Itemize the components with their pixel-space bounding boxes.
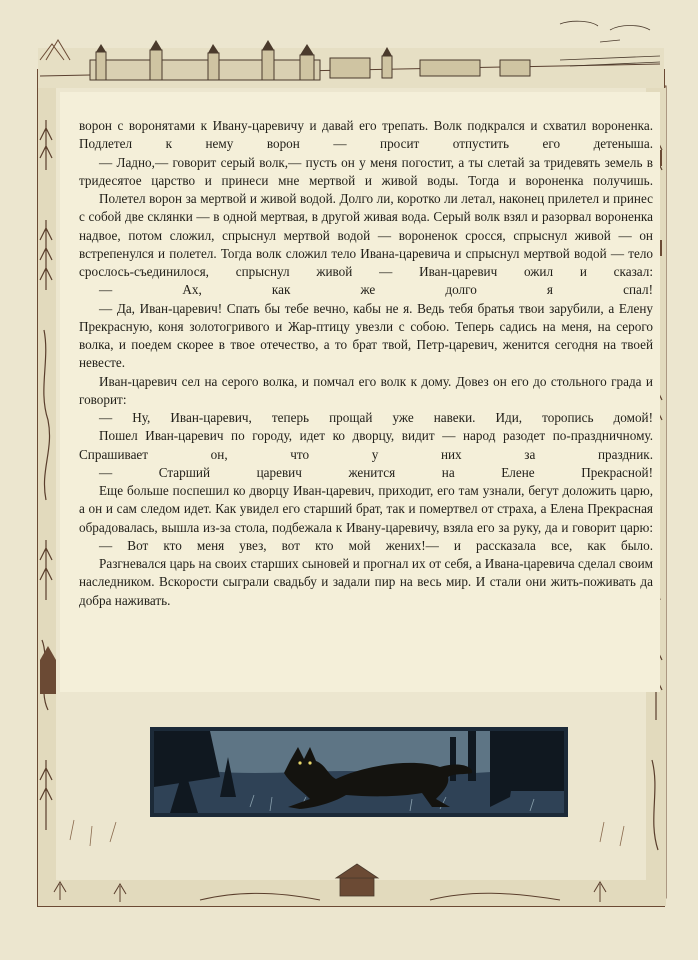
story-paragraph: Пошел Иван-царевич по городу, идет ко дворцу, видит — народ разодет по-праздничному. Спрашивает он, что у них за праздник. xyxy=(79,428,653,462)
story-paragraph: — Ну, Иван-царевич, теперь прощай уже навеки. Иди, торопись домой! xyxy=(99,410,653,425)
story-paragraph: Еще больше поспешил ко дворцу Иван-царевич, приходит, его там узнали, бегут доложить царю, а он и сам следом идет. Как увидел его старший брат, так и помертвел от страха, а Елена Прекрасная обрадовалась, вышла из-за стола, подбежала к Ивану-царевичу, взяла его за руку, да и говорит царю: xyxy=(79,483,653,535)
story-paragraph: — Ладно,— говорит серый волк,— пусть он у меня погостит, а ты слетай за тридевять земель в тридесятое царство и принеси мне мертвой и живой воды. Тогда и вороненка получишь. xyxy=(79,154,653,188)
bottom-border-landscape xyxy=(38,864,664,906)
wolf-illustration xyxy=(150,727,568,817)
left-border-forest xyxy=(38,88,56,906)
town-panorama xyxy=(38,21,664,88)
meadow-strokes xyxy=(70,820,624,846)
story-paragraph: ворон с воронятами к Ивану-царевичу и давай его трепать. Волк подкрался и схватил вороненка. Подлетел к нему ворон — просит отпустить его детеныша. xyxy=(79,118,653,152)
story-paragraph: — Старший царевич женится на Елене Прекрасной! xyxy=(99,464,653,480)
wolf-eye xyxy=(308,761,311,764)
story-paragraph: — Ах, как же долго я спал! xyxy=(99,282,653,298)
story-paragraph: Иван-царевич сел на серого волка, и помчал его волк к дому. Довез он его до стольного града и говорит: xyxy=(79,373,653,407)
story-paragraph: — Вот кто меня увез, вот кто мой жених!— и рассказала все, как было. xyxy=(99,537,653,553)
story-text xyxy=(79,117,653,610)
wolf-eye xyxy=(298,761,301,764)
story-paragraph: Полетел ворон за мертвой и живой водой. Долго ли, коротко ли летал, наконец прилетел и принес с собой две склянки — в одной мертвая, в другой живая вода. Серый волк взял и разорвал вороненка надвое, потом сложил, спрыснул мертвой водой — вороненок сросся, спрыснул живой — он встрепенулся и полетел. Тогда волк сложил тело Ивана-царевича и спрыснул мертвой водой — тело срослось-съединилося, спрыснул живой — Иван-царевич ожил и сказал: xyxy=(79,191,653,279)
story-paragraph: — Да, Иван-царевич! Спать бы тебе вечно, кабы не я. Ведь тебя братья твои зарубили, а Елену Прекрасную, коня золотогривого и Жар-птицу увезли с собою. Теперь садись на меня, на серого волка, и поедем скорее в твое отечество, а то брат твой, Петр-царевич, женится сегодня на твоей невесте. xyxy=(79,300,653,371)
story-paragraph: Разгневался царь на своих старших сыновей и прогнал их от себя, а Ивана-царевича сделал своим наследником. Вскорости сыграли свадьбу и задали пир на весь мир. И стали они жить-поживать да добра наживать. xyxy=(79,556,653,608)
